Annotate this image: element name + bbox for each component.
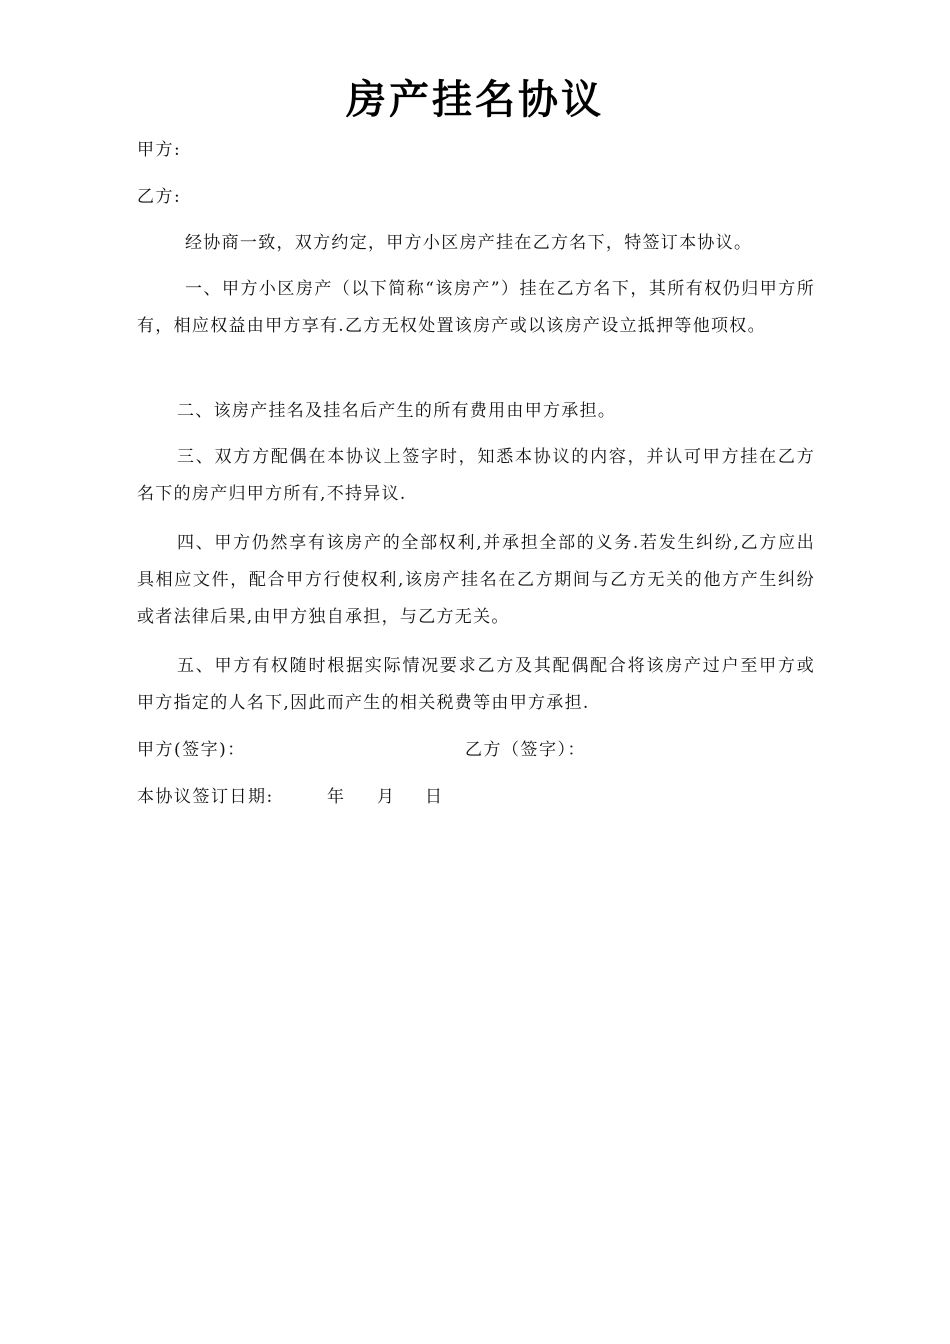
party-b-signature: 乙方（签字）： — [465, 740, 586, 760]
signing-date-row — [137, 784, 444, 810]
clause-5: 五、甲方有权随时根据实际情况要求乙方及其配偶配合将该房产过户至甲方或甲方指定的人名下,因此而产生的相关税费等由甲方承担. — [137, 656, 815, 713]
date-year-label: 年 — [327, 787, 346, 807]
intro-paragraph: 经协商一致，双方约定，甲方小区房产挂在乙方名下，特签订本协议。 — [185, 233, 753, 253]
clause-1: 一、甲方小区房产（以下简称“该房产”）挂在乙方名下，其所有权仍归甲方所有，相应权益由甲方享有.乙方无权处置该房产或以该房产设立抵押等他项权。 — [137, 279, 815, 336]
clause-2: 二、该房产挂名及挂名后产生的所有费用由甲方承担。 — [177, 401, 617, 421]
party-b-line: 乙方: — [137, 187, 182, 207]
date-day-label: 日 — [425, 787, 444, 807]
clause-3: 三、双方方配偶在本协议上签字时，知悉本协议的内容，并认可甲方挂在乙方名下的房产归甲方所有,不持异议. — [137, 447, 815, 504]
clause-4: 四、甲方仍然享有该房产的全部权利,并承担全部的义务.若发生纠纷,乙方应出具相应文件，配合甲方行使权利,该房产挂名在乙方期间与乙方无关的他方产生纠纷或者法律后果,由甲方独自承担，与乙方无关。 — [137, 533, 815, 627]
document-title: 房产挂名协议 — [346, 77, 604, 123]
signing-date-label: 本协议签订日期: — [137, 787, 274, 807]
party-a-signature: 甲方(签字)： — [137, 740, 246, 760]
date-month-label: 月 — [377, 787, 396, 807]
party-a-line: 甲方: — [137, 140, 182, 160]
